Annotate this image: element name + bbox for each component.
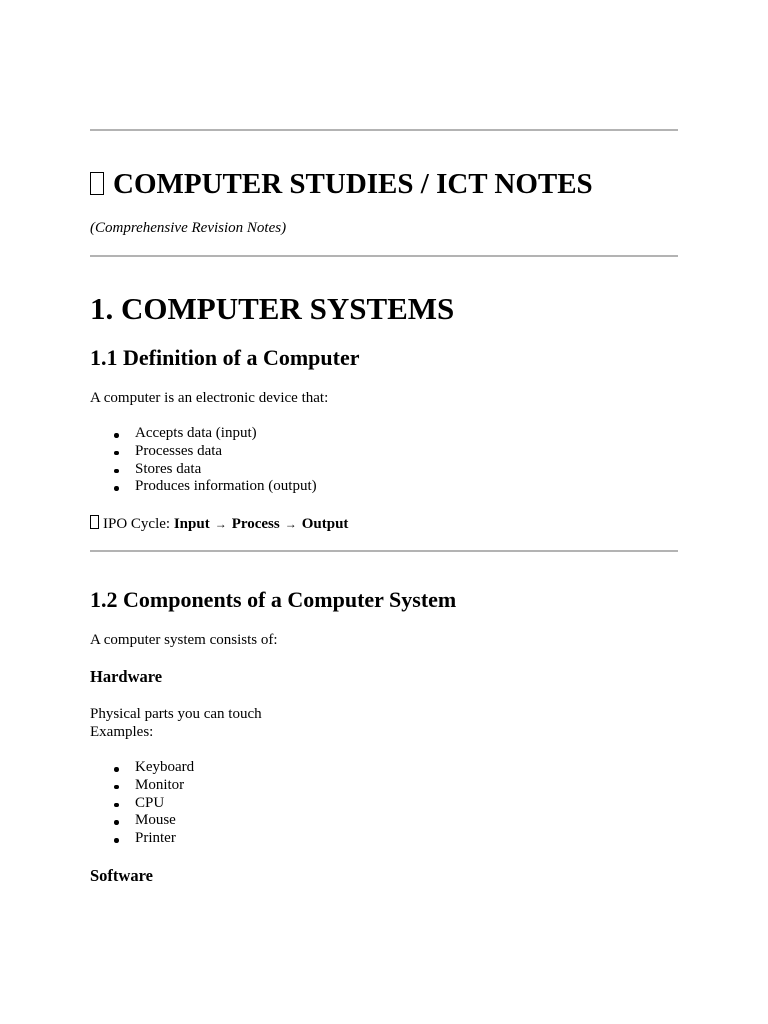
list-item: Stores data <box>90 461 317 479</box>
ipo-step-output: Output <box>301 516 349 532</box>
bullet-list <box>90 759 194 848</box>
subsection-heading: 1.2 Components of a Computer System <box>90 587 457 612</box>
list-item: Produces information (output) <box>90 478 317 496</box>
paragraph: A computer is an electronic device that: <box>90 390 329 406</box>
subsection-heading: 1.1 Definition of a Computer <box>90 345 360 370</box>
horizontal-rule <box>90 550 678 552</box>
arrow-right-icon: → <box>214 517 227 531</box>
horizontal-rule <box>90 129 678 131</box>
horizontal-rule <box>90 255 678 257</box>
list-item: CPU <box>90 795 194 813</box>
list-item: Accepts data (input) <box>90 425 317 443</box>
ipo-cycle-line <box>90 514 348 533</box>
document-title-text: COMPUTER STUDIES / ICT NOTES <box>113 168 593 200</box>
document-title <box>90 167 593 201</box>
section-heading: 1. COMPUTER SYSTEMS <box>90 291 455 326</box>
hardware-heading: Hardware <box>90 667 163 686</box>
list-item: Printer <box>90 830 194 848</box>
missing-glyph-icon <box>90 515 99 529</box>
paragraph: Physical parts you can touch <box>90 706 262 722</box>
software-heading: Software <box>90 866 153 885</box>
ipo-step-process: Process <box>231 516 280 532</box>
missing-glyph-icon <box>90 172 104 195</box>
list-item: Monitor <box>90 777 194 795</box>
list-item: Keyboard <box>90 759 194 777</box>
list-item: Processes data <box>90 443 317 461</box>
paragraph: Examples: <box>90 724 154 740</box>
paragraph: A computer system consists of: <box>90 632 278 648</box>
document-subtitle: (Comprehensive Revision Notes) <box>90 220 287 236</box>
ipo-step-input: Input <box>173 516 210 532</box>
ipo-label: IPO Cycle: <box>103 516 171 532</box>
list-item: Mouse <box>90 812 194 830</box>
arrow-right-icon: → <box>284 517 297 531</box>
bullet-list <box>90 425 317 496</box>
